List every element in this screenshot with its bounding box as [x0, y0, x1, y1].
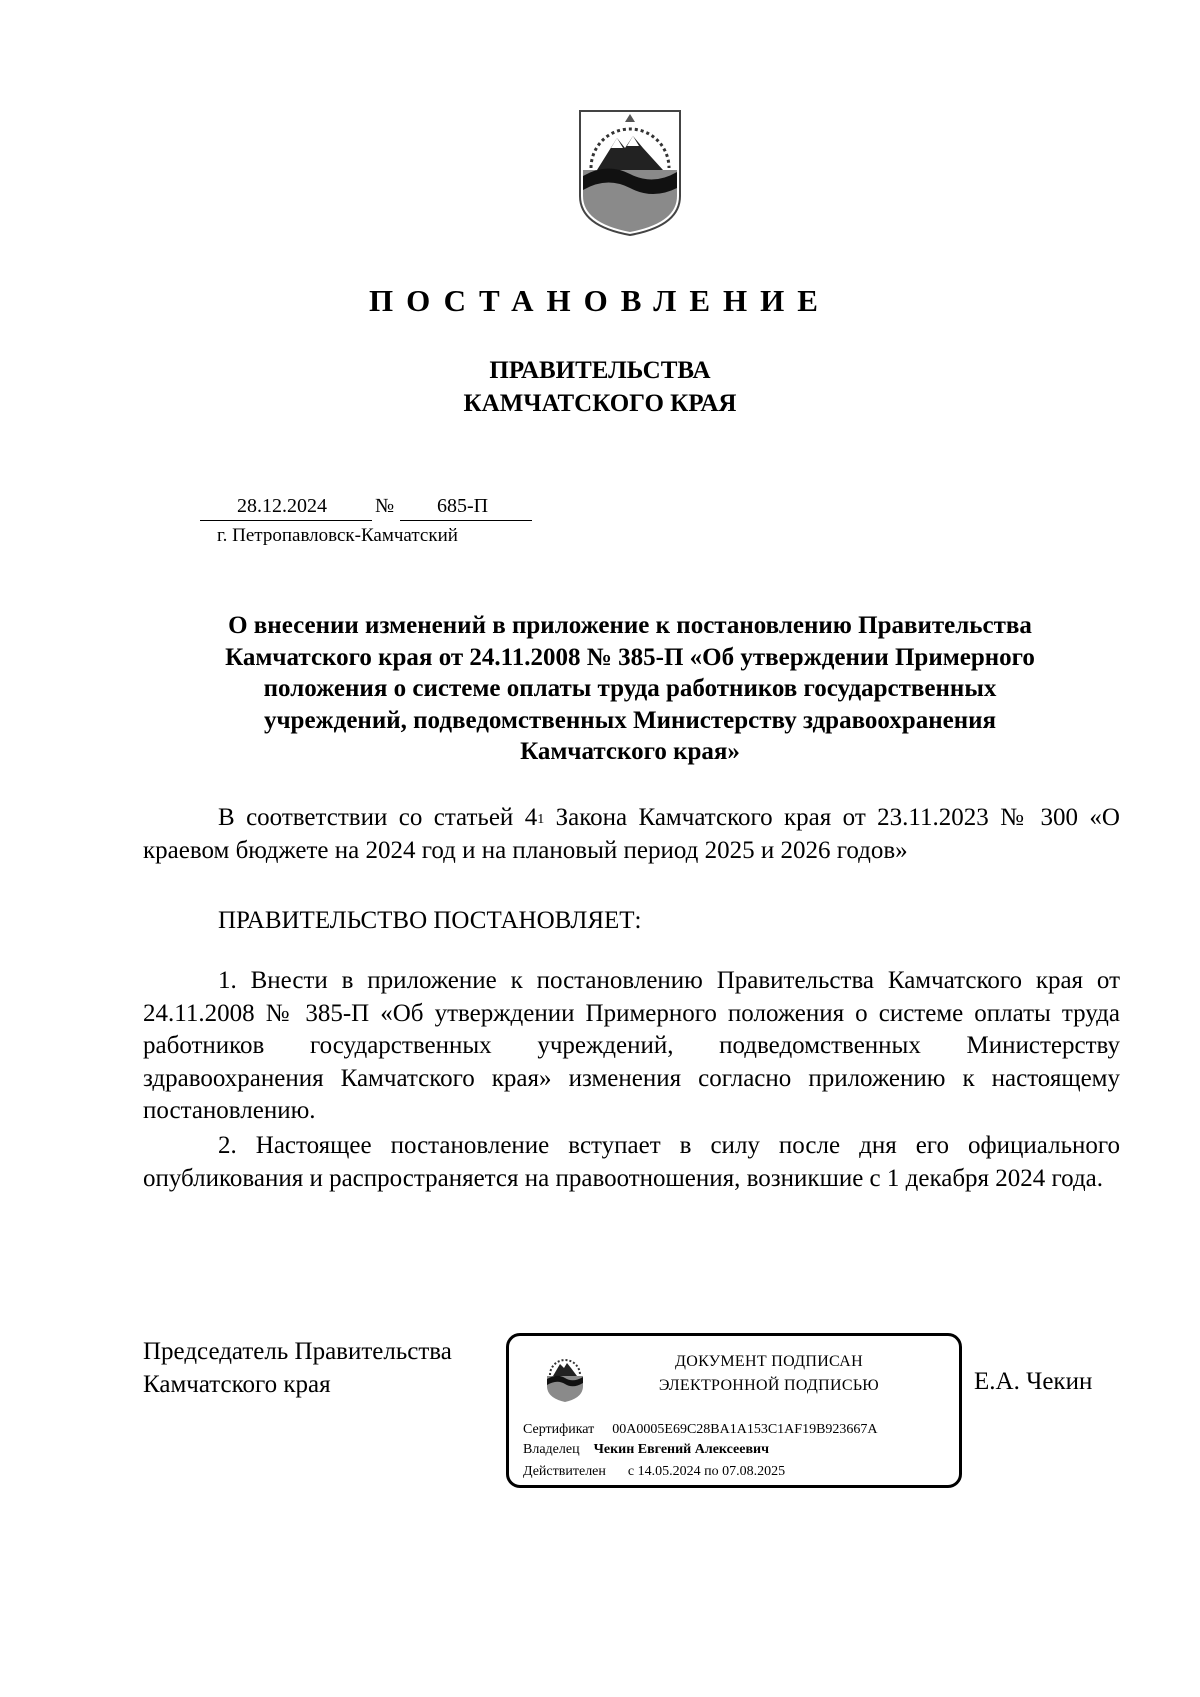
certificate-row — [523, 1422, 878, 1438]
position-line-2: Камчатского края — [143, 1371, 331, 1398]
stamp-heading-line-2: ЭЛЕКТРОННОЙ ПОДПИСЬЮ — [658, 1377, 880, 1394]
owner-row — [523, 1442, 769, 1458]
stamp-heading — [599, 1350, 939, 1398]
document-type-heading: ПОСТАНОВЛЕНИЕ — [369, 283, 831, 318]
number-value: 685-П — [437, 495, 489, 517]
title-line: положения о системе оплаты труда работников государственных — [263, 675, 997, 702]
number-field — [400, 494, 532, 521]
stamp-heading-line-1: ДОКУМЕНТ ПОДПИСАН — [675, 1353, 863, 1370]
electronic-signature-stamp — [506, 1333, 962, 1488]
validity-row — [523, 1464, 785, 1480]
number-sign: № — [375, 495, 395, 517]
basis-text: В соответствии со статьей 4 — [218, 804, 538, 831]
authority-line-1: ПРАВИТЕЛЬСТВА — [489, 357, 711, 384]
city-of-issue: г. Петропавловск-Камчатский — [217, 525, 458, 546]
signatory-name: Е.А. Чекин — [974, 1368, 1093, 1395]
clause-2: 2. Настоящее постановление вступает в силу после дня его официального опубликования и распространяется на правоотношения, возникшие с 1 декабря 2024 года. — [143, 1132, 1120, 1192]
certificate-label: Сертификат — [523, 1422, 595, 1437]
basis-text-continued: Закона Камчатского края от 23.11.2023 № 300 «О краевом бюджете на 2024 год и на плановый период 2025 и 2026 годов» — [143, 804, 1120, 864]
clause-1: 1. Внести в приложение к постановлению Правительства Камчатского края от 24.11.2008 № 385-П «Об утверждении Примерного положения о системе оплаты труда работников государственных учреждений, подведомственных Министерству здравоохранения Камчатского края» изменения согласно приложению к настоящему постановлению. — [143, 967, 1120, 1124]
title-line: Камчатского края от 24.11.2008 № 385-П «Об утверждении Примерного — [225, 643, 1035, 671]
position-line-1: Председатель Правительства — [143, 1338, 452, 1365]
resolution-statement: ПРАВИТЕЛЬСТВО ПОСТАНОВЛЯЕТ: — [218, 907, 642, 934]
authority-line-2: КАМЧАТСКОГО КРАЯ — [463, 390, 737, 417]
issuing-authority — [0, 354, 1200, 420]
title-line: О внесении изменений в приложение к постановлению Правительства — [228, 612, 1032, 639]
title-line: учреждений, подведомственных Министерству здравоохранения — [263, 706, 997, 734]
date-value: 28.12.2024 — [237, 495, 327, 517]
article-superscript: 1 — [537, 812, 545, 827]
legal-basis-paragraph — [143, 802, 1120, 867]
owner-label: Владелец — [523, 1442, 580, 1457]
kamchatka-coat-of-arms-emblem — [577, 108, 683, 238]
signatory-position — [143, 1335, 452, 1401]
validity-label: Действителен — [523, 1464, 606, 1479]
certificate-value: 00A0005E69C28BA1A153C1AF19B923667A — [612, 1422, 878, 1437]
owner-value: Чекин Евгений Алексеевич — [593, 1442, 769, 1457]
document-title — [130, 610, 1130, 768]
date-field — [200, 494, 372, 521]
registration-line — [200, 493, 532, 521]
validity-value: с 14.05.2024 по 07.08.2025 — [627, 1464, 786, 1479]
stamp-emblem-icon — [545, 1352, 585, 1404]
title-line: Камчатского края» — [520, 738, 740, 765]
